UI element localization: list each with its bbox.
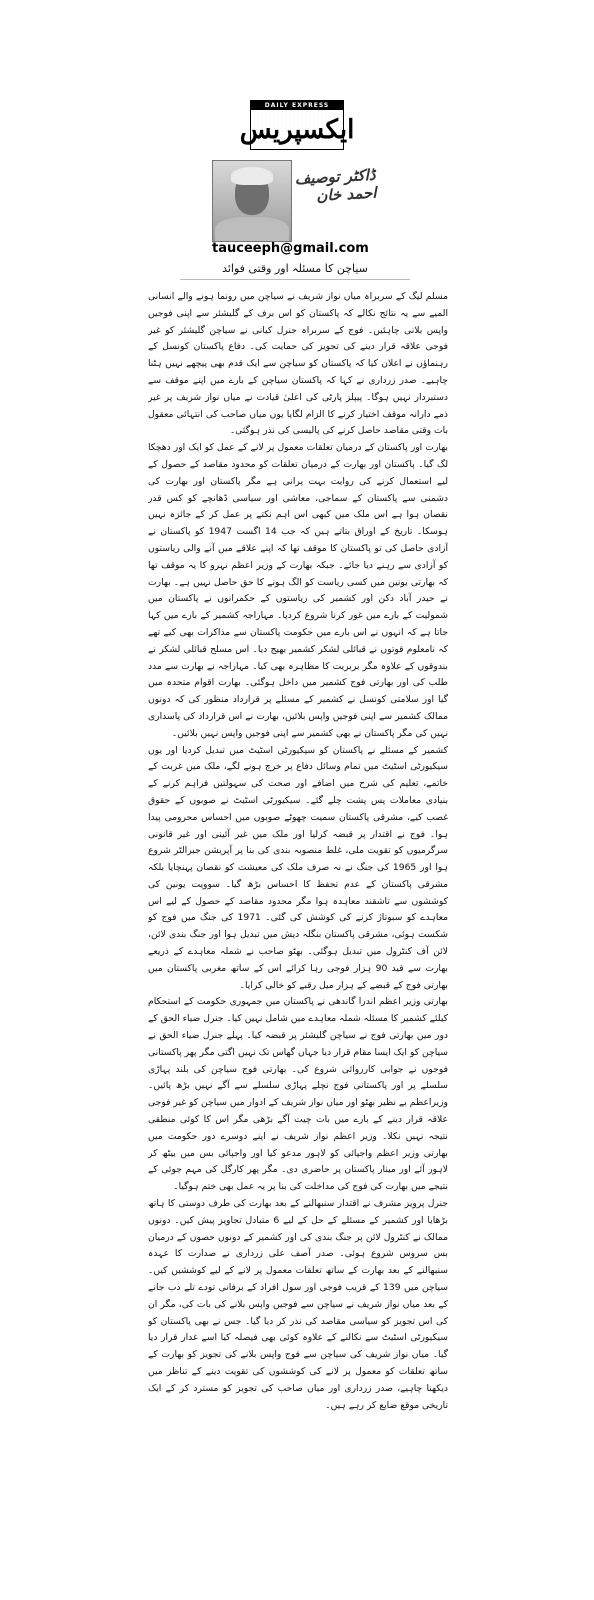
- article-headline: سیاچن کا مسئلہ اور وقتی فوائد: [180, 262, 410, 280]
- author-email: tauceeph@gmail.com: [212, 241, 369, 256]
- article-paragraph: بھارت اور پاکستان کے درمیان تعلقات معمول پر لانے کے عمل کو ایک اور دھچکا لگ گیا۔ پاکستان اور بھارت کے درمیان تعلقات کو محدود مقاصد کے حصول کے لیے استعمال کرنے کی روایت بہت پرانی ہے مگر پاکستان اور بھارت کی دشمنی سے پاکستان کے سماجی، معاشی اور سیاسی ڈھانچے کو کس قدر نقصان ہوا ہے اس ملک میں کبھی اس اہم نکتے پر عمل کر کے جائزہ نہیں ہوسکا۔ تاریخ کے اوراق بتاتے ہیں کہ جب 14 اگست 1947 کو پاکستان نے آزادی حاصل کی تو پاکستان کا موقف تھا کہ اپنے علاقے میں آنے والی ریاستوں کو آزادی سے رہنے دیا جائے۔ جبکہ بھارت کے وزیر اعظم نہرو کا یہ موقف تھا کہ بھارتی یونین میں کسی ریاست کو الگ ہونے کا حق حاصل نہیں ہے۔ بھارت نے حیدر آباد دکن اور کشمیر کی ریاستوں کے حکمرانوں نے پاکستان میں شمولیت کے بارے میں غور کرنا شروع کردیا۔ مہاراجہ کشمیر کے بارے میں کہا جاتا ہے کہ انہوں نے اس بارے میں حکومت پاکستان سے مذاکرات بھی کیے تھے کہ نامعلوم قوتوں نے قبائلی لشکر کشمیر بھیج دیا۔ اس مسلح قبائلی لشکر نے بندوقوں کے علاوہ مگر بربریت کا مظاہرہ بھی کیا۔ مہاراجہ نے بھارت سے مدد طلب کی اور بھارتی فوج کشمیر میں داخل ہوگئی۔ بھارت اقوام متحدہ میں گیا اور سلامتی کونسل نے کشمیر کے مسئلے پر قرارداد منظور کی کہ دونوں ممالک کشمیر سے اپنی فوجیں واپس بلائیں، بھارت نے اس قرارداد کی پاسداری نہیں کی مگر پاکستان نے بھی کشمیر سے اپنی فوجیں واپس نہیں بلائیں۔: [148, 442, 448, 739]
- article-paragraph: مسلم لیگ کے سربراہ میاں نواز شریف نے سیاچن میں رونما ہونے والے انسانی المیے سے یہ نتائج نکالے کہ پاکستان کو اس برف کے گلیشئر سے اپنی فوجیں واپس بلانی چاہئیں۔ فوج کے سربراہ جنرل کیانی نے سیاچن گلیشئر کو غیر فوجی علاقہ قرار دینے کی تجویز کی حمایت کی۔ دفاع پاکستان کونسل کے رہنماؤں نے اعلان کیا کہ پاکستان کو سیاچن سے ایک قدم بھی پیچھے نہیں ہٹنا چاہیے۔ صدر زرداری نے کہا کہ پاکستان سیاچن کے بارے میں اپنے موقف سے دستبردار نہیں ہوگا۔ پیپلز پارٹی کی اعلیٰ قیادت نے میاں نواز شریف پر غیر ذمے دارانہ موقف اختیار کرنے کا الزام لگایا یوں میاں صاحب کی انتہائی معقول بات وقتی مقاصد حاصل کرنے کی پالیسی کی نذر ہوگئی۔: [148, 291, 448, 437]
- author-photo: [212, 160, 292, 242]
- photo-shoulders: [215, 217, 289, 242]
- article-paragraph: کشمیر کے مسئلے نے پاکستان کو سیکیورٹی اسٹیٹ میں تبدیل کردیا اور یوں سیکیورٹی اسٹیٹ میں تمام وسائل دفاع پر خرچ ہونے لگے، ملک میں غربت کے خاتمے، تعلیم کی شرح میں اضافے اور صحت کی سہولتیں فراہم کرنے کے بنیادی معاملات پس پشت چلے گئے۔ سیکیورٹی اسٹیٹ نے صوبوں کے حقوق غصب کیے، مشرقی پاکستان سمیت چھوٹے صوبوں میں احساس محرومی پیدا ہوا۔ فوج نے اقتدار پر قبضہ کرلیا اور ملک میں غیر آئینی اور غیر قانونی سرگرمیوں کو تقویت ملی، غلط منصوبہ بندی کی بنا پر آپریشن جبرالٹر شروع ہوا اور 1965 کی جنگ نے نہ صرف ملک کی معیشت کو نقصان پہنچایا بلکہ مشرقی پاکستان کے عدم تحفظ کا احساس بڑھ گیا۔ سوویت یونین کی کوششوں سے تاشقند معاہدہ ہوا مگر محدود مقاصد کے حصول کے لیے اس معاہدے کو سبوتاژ کرنے کی کوشش کی گئی۔ 1971 کی جنگ میں فوج کو شکست ہوئی، مشرقی پاکستان بنگلہ دیش میں تبدیل ہوا اور جنگ بندی لائن، لائن آف کنٹرول میں تبدیل ہوگئی۔ بھٹو صاحب نے شملہ معاہدے کے ذریعے بھارت سے قید 90 ہزار فوجی رہا کرائے اس کے ساتھ مغربی پاکستان میں بھارتی فوج کے قبضے کے ہزار میل رقبے کو خالی کرایا۔: [148, 744, 448, 991]
- author-name: ڈاکٹر توصیف احمد خان: [294, 165, 377, 205]
- article-paragraph: بھارتی وزیر اعظم اندرا گاندھی نے پاکستان میں جمہوری حکومت کے استحکام کیلئے کشمیر کا مسئلہ شملہ معاہدے میں شامل نہیں کیا۔ جنرل ضیاء الحق کے دور میں بھارتی فوج نے سیاچن گلیشئر پر قبضہ کیا۔ پہلے جنرل ضیاء الحق نے سیاچن کو ایک ایسا مقام قرار دیا جہاں گھاس تک نہیں اگتی مگر پھر پاکستانی فوجوں نے جوابی کارروائی شروع کی۔ بھارتی فوج سیاچن کی بلند پہاڑی سلسلے پر اور پاکستانی فوج نچلے پہاڑی سلسلے سے آگے نہیں بڑھ پائیں۔ وزیراعظم بے نظیر بھٹو اور میاں نواز شریف کے ادوار میں سیاچن کو غیر فوجی علاقہ قرار دینے کے بارے میں بات چیت آگے بڑھی مگر اس کا کوئی منطقی نتیجہ نہیں نکلا۔ وزیر اعظم نواز شریف نے اپنے دوسرے دور حکومت میں بھارتی وزیر اعظم واجپائی کو لاہور مدعو کیا اور واجپائی بس میں بیٹھ کر لاہور آئے اور مینار پاکستان پر حاضری دی۔ مگر پھر کارگل کی مہم جوئی کے نتیجے میں بھارت کی فوج کی مداخلت کی بنا پر یہ عمل بھی ختم ہوگیا۔: [148, 996, 448, 1193]
- article-body: [148, 289, 448, 1579]
- photo-hair: [231, 167, 273, 185]
- author-block: [212, 160, 377, 240]
- article-paragraph: جنرل پرویز مشرف نے اقتدار سنبھالنے کے بعد بھارت کی طرف دوستی کا ہاتھ بڑھایا اور کشمیر کے مسئلے کے حل کے لیے 6 متبادل تجاویز پیش کیں۔ دونوں ممالک نے کنٹرول لائن پر جنگ بندی کی اور کشمیر کے دونوں حصوں کے درمیان بس سروس شروع ہوئی۔ صدر آصف علی زرداری نے صدارت کا عہدہ سنبھالنے کے بعد بھارت کے ساتھ تعلقات معمول پر لانے کے لیے کوششیں کیں۔ سیاچن میں 139 کے قریب فوجی اور سول افراد کے برفانی تودے تلے دب جانے کے بعد میاں نواز شریف نے سیاچن سے فوجیں واپس بلانے کی بات کی، مگر ان کی اس تجویز کو سیاسی مقاصد کی نذر کر دیا گیا۔ جس نے بھی پاکستان کو سیکیورٹی اسٹیٹ سے نکالنے کے علاوہ کوئی بھی فیصلہ کیا اسے غدار قرار دیا گیا۔ میاں نواز شریف کی سیاچن سے فوج واپس بلانے کی تجویز کو بھارت کے ساتھ تعلقات کو معمول پر لانے کی کوششوں کی تقویت دینے کے تناظر میں دیکھنا چاہیے، صدر زرداری اور میاں صاحب کی تجویز کو مسترد کر کے ایک تاریخی موقع ضایع کر رہے ہیں۔: [148, 1198, 448, 1411]
- masthead-logo: ایکسپریس: [251, 110, 343, 149]
- newspaper-masthead: [239, 100, 355, 150]
- masthead-english-label: DAILY EXPRESS: [251, 101, 343, 110]
